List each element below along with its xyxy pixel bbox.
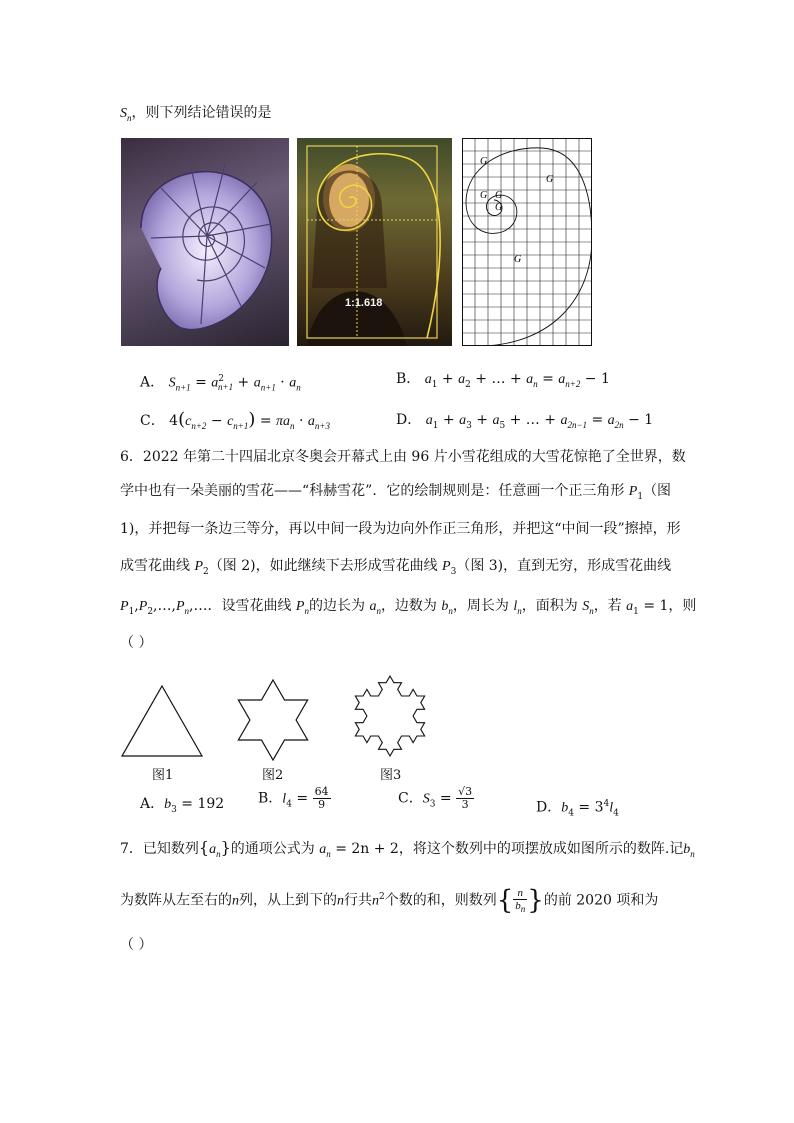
mona-lisa-image [297, 138, 452, 346]
sub: n+1 [233, 420, 249, 431]
text: ，若 [593, 598, 627, 614]
q5-option-a[interactable] [140, 370, 301, 396]
option-label: C． [140, 413, 165, 429]
g-label-2: G [546, 174, 554, 185]
text: 7．已知数列 [120, 841, 199, 857]
term: a [283, 414, 291, 429]
text: 列，从上到下的 [239, 892, 337, 909]
figure-1-caption: 图1 [152, 768, 174, 783]
op: … [491, 371, 506, 387]
term: a [289, 375, 297, 391]
sub: 5 [499, 420, 506, 431]
ratio-label: 1:1.618 [345, 297, 383, 309]
term: c [185, 414, 192, 429]
option-label: A． [140, 796, 165, 812]
q6-line-5: $P_1,P_2,\dots,P_n,\dots$．设雪花曲线 $P_n$的边长为 $a_n$，边数为 $b_n$，周长为 $l_n$，面积为 $S_n$，若 $a_1 = 1$，则 [120, 598, 697, 617]
sub: n [290, 420, 295, 431]
term: a [424, 372, 432, 387]
sub: 1 [432, 420, 439, 431]
text: ．设雪花曲线 [207, 598, 296, 614]
sub: n [533, 378, 538, 389]
q6-line-3: 1)，并把每一条边三等分，再以中间一段为边向外作正三角形，并把这“中间一段”擦掉，形 [120, 521, 681, 537]
text: ，将这个数列中的项摆放成如图所示的数阵.记 [398, 841, 684, 857]
figure-3-snowflake [344, 660, 436, 760]
option-label: A． [140, 374, 165, 391]
term: 3 [594, 799, 604, 816]
q7-line-2: 为数阵从左至右的n列，从上到下的n行共$n^2$个数的和，则数列{ $\frac{n}{b_n}$ }的前 2020 项和为 [120, 885, 659, 916]
op: + [233, 374, 254, 391]
sub: 4 [286, 799, 292, 810]
text: 学中也有一朵美丽的雪花——“科赫雪花”．它的绘制规则是：任意画一个正三角形 [120, 483, 629, 499]
sub: 3 [171, 804, 177, 815]
sub: n+2 [565, 378, 581, 389]
term: π [276, 414, 284, 429]
term: a [526, 372, 534, 387]
op: − 1 [623, 412, 654, 428]
term: a [458, 372, 466, 387]
sub: 3 [466, 420, 472, 431]
text: ，周长为 [452, 598, 514, 614]
q6-option-d[interactable]: D．$b_4 = 3^4l_4$ [536, 799, 619, 819]
term: l [282, 791, 287, 807]
sub: n [296, 382, 301, 393]
term: a [211, 375, 219, 391]
golden-spiral-grid [462, 138, 592, 346]
text: 个数的和，则数列 [384, 892, 497, 909]
sub: n+1 [175, 382, 191, 393]
sub: 2 [465, 379, 471, 390]
fraction: $\frac{n}{b_n}$ [515, 886, 526, 914]
q6-line-4: 成雪花曲线 $P_2$（图 2)，如此继续下去形成雪花曲线 $P_3$（图 3)，直到无穷，形成雪花曲线 [120, 558, 672, 577]
intro-var: S [120, 106, 127, 121]
term: a [558, 372, 566, 387]
term: l [609, 800, 614, 816]
q6-answer-paren: （ ） [120, 635, 153, 651]
option-label: B． [396, 371, 421, 387]
intro-sub: n [127, 112, 132, 123]
q5-option-c[interactable]: C． $4(c_{n+2} - c_{n+1}) = \pi a_n \cdot a_{n+3}$ [140, 409, 330, 431]
sub: n+1 [260, 382, 276, 393]
op: − 1 [580, 371, 610, 387]
text: ，边数为 [380, 598, 442, 614]
g-label-3: G [480, 190, 488, 201]
option-label: C． [398, 790, 423, 807]
sub: 1 [431, 379, 438, 390]
fraction [456, 786, 474, 811]
nautilus-shell-image [121, 138, 289, 346]
text: （图 2)，如此继续下去形成雪花曲线 [208, 558, 443, 574]
sub: 2n−1 [567, 419, 588, 430]
option-label: D． [396, 412, 422, 428]
fraction [313, 786, 331, 811]
g-label-4: G [495, 190, 503, 201]
term: 4 [169, 413, 179, 429]
sup: 4 [603, 799, 610, 809]
sub: 4 [613, 808, 619, 819]
op: + [470, 371, 492, 387]
q6-line-1: 6．2022 年第二十四届北京冬奥会开幕式上由 96 片小雪花组成的大雪花惊艳了全世界，数 [120, 449, 686, 465]
sub: n+2 [191, 420, 207, 431]
op: · [275, 374, 290, 391]
intro-line [120, 104, 272, 127]
sub: 4 [568, 808, 574, 819]
sup: 2 [218, 374, 225, 384]
text: ，面积为 [521, 598, 583, 614]
q5-option-d[interactable]: D． $a_1 + a_3 + a_5$ + … + $a_{2n-1} = a_{2n} - 1$ [396, 412, 654, 431]
figure-1-triangle [118, 682, 208, 762]
denominator: 9 [318, 798, 326, 811]
figure-2-caption: 图2 [262, 768, 284, 783]
q7-line-1: 7．已知数列$\{a_n\}$的通项公式为 $a_n = 2n + 2$，将这个数列中的项摆放成如图所示的数阵.记$b_n$ [120, 838, 695, 859]
term: c [227, 414, 234, 429]
q6-option-a[interactable] [140, 795, 224, 819]
text: 成雪花曲线 [120, 558, 195, 574]
op: + [505, 371, 527, 387]
denominator: 3 [461, 798, 469, 811]
term: b [561, 800, 569, 816]
term: b [164, 797, 172, 812]
figure-3-caption: 图3 [380, 768, 402, 783]
numerator: 64 [314, 785, 329, 798]
q6-option-c[interactable]: C．$S_3$ = $\frac{√3}{3}$ [398, 785, 473, 811]
figure-2-star [228, 668, 318, 762]
term: S [168, 375, 176, 391]
term: a [307, 414, 315, 429]
q6-line-2: 学中也有一朵美丽的雪花——“科赫雪花”．它的绘制规则是：任意画一个正三角形 $P_1$（图 [120, 483, 672, 502]
g-label-1: G [480, 156, 488, 167]
term: = 192 [176, 796, 225, 812]
intro-text: ，则下列结论错误的是 [131, 105, 272, 121]
numerator: √3 [458, 785, 473, 798]
text: 的通项公式为 [230, 841, 320, 857]
text: 行共 [344, 892, 372, 909]
text: 的前 2020 项和为 [543, 892, 659, 909]
text: ，则 [668, 598, 697, 614]
q6-option-b[interactable]: B．$l_4$ = $\frac{64}{9}$ [258, 785, 329, 811]
sub: 2n [614, 419, 624, 430]
term: S [422, 791, 430, 807]
q5-option-b[interactable]: B． $a_1 + a_2$ + … + $a_n = a_{n+2} - 1$ [396, 371, 610, 390]
sub: n+1 [218, 382, 234, 393]
option-label: B． [258, 790, 283, 807]
text: （图 3)，直到无穷，形成雪花曲线 [456, 558, 672, 574]
sub: 3 [429, 799, 436, 810]
formula: = 2n + 2 [330, 841, 399, 857]
op: + [437, 371, 459, 387]
text: 的边长为 [308, 598, 370, 614]
text: （图 [643, 483, 672, 499]
q7-answer-paren: （ ） [120, 937, 153, 953]
g-label-5: G [495, 202, 503, 213]
text: 为数阵从左至右的 [120, 892, 232, 909]
g-label-6: G [514, 254, 522, 265]
sub: n+3 [314, 420, 330, 431]
op: = [190, 374, 212, 391]
term: a [253, 375, 261, 391]
option-label: D． [536, 799, 562, 816]
